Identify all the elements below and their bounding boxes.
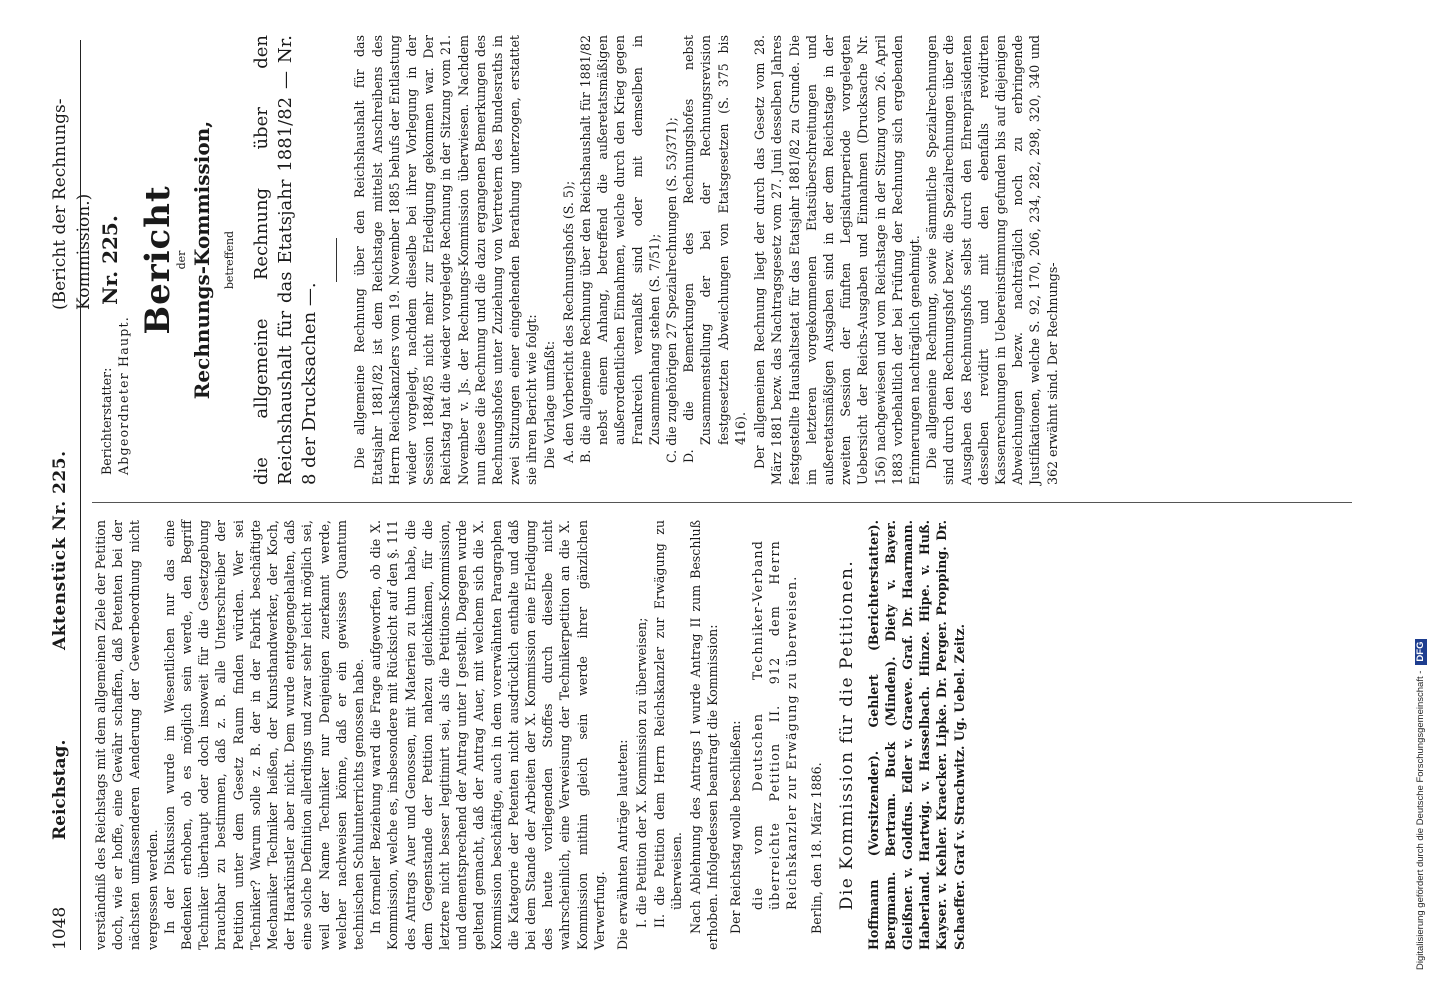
report-title: Bericht — [137, 185, 178, 335]
paragraph: Die Vorlage umfaßt: — [541, 340, 557, 469]
paragraph: Nach Ablehnung des Antrags I wurde Antrag II zum Beschluß erhoben. Infolgedessen beantragt die Kommission: — [687, 520, 721, 950]
commission-name: Rechnungs-Kommission, — [190, 120, 215, 400]
paragraph: Der allgemeinen Rechnung liegt der durch das Gesetz vom 28. März 1881 bezw. das Nachtragsgesetz vom 27. Juni desselben Jahres festgestellte Haushaltsetat für das Etatsjahr 1881/82 zu Grunde. Die im letzteren vorgekommenen Etatsüberschreitungen und außeretatsmäßigen Ausgaben sind in der dem Reichstage in der zweiten Session der fünften Legislaturperiode vorgelegten Uebersicht der Reichs-Ausgaben und Einnahmen (Drucksache Nr. 156) nachgewiesen und vom Reichstage in der Sitzung vom 26. April 1883 vorbehaltlich der bei Prüfung der Rechnung sich ergebenden Erinnerungen nachträglich genehmigt. — [752, 35, 922, 485]
header-right: (Bericht der Rechnungs-Kommission.) — [50, 98, 94, 310]
left-column — [92, 520, 968, 950]
list-item: D. die Bemerkungen des Rechnungshofes nebst Zusammenstellung der bei der Rechnungsrevision festgesetzten Abweichungen von Etatsgesetzen (S. 375 bis 416). — [681, 35, 748, 463]
document-number: Nr. 225. — [98, 215, 123, 305]
date-line: Berlin, den 18. März 1886. — [809, 762, 825, 934]
paragraph: In der Diskussion wurde im Wesentlichen nur das eine Bedenken erhoben, ob es möglich sein werde, den Begriff Techniker überhaupt oder doch insoweit für die Gesetzgebung brauchbar zu bestimmen, daß z. B. alle Unterschreiber der Petition unter dem Gesetz Raum finden würden. Wer sei Techniker? Warum solle z. B. der in der Fabrik beschäftigte Mechaniker Techniker heißen, der Kunsthandwerker, der Koch, der Haarkünstler aber nicht. Dem wurde entgegengehalten, daß eine solche Definition allerdings und zwar sehr leicht möglich sei, weil der Name Techniker nur Denjenigen zuerkannt werde, welcher nachweisen könne, daß er ein gewisses Quantum technischen Schulunterrichts genossen habe. — [161, 520, 367, 950]
paragraph: verständniß des Reichstags mit dem allgemeinen Ziele der Petition doch, wie er hoffe, eine Gewähr schaffen, daß Petenten bei der nächsten umfassenderen Aenderung der Gewerbeordnung nicht vergessen werden. — [93, 520, 160, 950]
contents-list — [560, 35, 749, 463]
resolution: die vom Deutschen Techniker-Verband überreichte Petition II. 912 dem Herrn Reichskanzler zur Erwägung zu überweisen. — [749, 540, 799, 910]
der-word: der — [174, 250, 188, 270]
digitization-banner — [1415, 30, 1427, 970]
banner-text: Digitalisierung gefördert durch die Deutsche Forschungsgemeinschaft - — [1415, 670, 1426, 970]
paragraph: Die allgemeine Rechnung, sowie sämmtliche Spezialrechnungen sind durch den Rechnungshof bezw. die Spezialrechnungen über die Ausgaben des Rechnungshofs selbst durch den Ehrenpräsidenten desselben revidirt und mit den ebenfalls revidirten Kassenrechnungen in Uebereinstimmung gefunden bis auf diejenigen Abweichungen bezw. nachträglich noch zu erbringende Justifikationen, welche S. 92, 170, 206, 234, 282, 298, 320, 340 und 362 erwähnt sind. Der Rechnungs- — [924, 35, 1060, 485]
list-item: B. die allgemeine Rechnung über den Reichshaushalt für 1881/82 nebst einem Anhang, betreffend die außeretatsmäßigen außerordentlichen Einnahmen, welche durch den Krieg gegen Frankreich veranlaßt sind oder mit demselben in Zusammenhang stehen (S. 7/51); — [578, 35, 662, 463]
paragraph: In formeller Beziehung ward die Frage aufgeworfen, ob die X. Kommission, welche es, insbesondere mit Rücksicht auf den §. 111 des Antrags Auer und Genossen, mit Materien zu thun habe, die dem Gegenstande der Petition nahezu gleichkämen, für die letztere nicht besser legitimirt sei, als die Petitions-Kommission, und dementsprechend der Antrag unter I gestellt. Dagegen wurde geltend gemacht, daß der Antrag Auer, mit welchem sich die X. Kommission beschäftige, auch in dem vorerwähnten Paragraphen die Kategorie der Petenten nicht ausdrücklich enthalte und daß bei dem Stande der Arbeiten der X. Kommission eine Erledigung des heute vorliegenden Stoffes durch dieselbe nicht wahrscheinlich, eine Verweisung der Technikerpetition an die X. Kommission mithin gleich sein werde ihrer gänzlichen Verwerfung. — [368, 520, 607, 950]
header-left: Reichstag. — [50, 739, 70, 840]
subject-title: die allgemeine Rechnung über den Reichshaushalt für das Etatsjahr 1881/82 — Nr. 8 der Drucksachen —. — [251, 35, 321, 485]
paragraph: Der Reichstag wolle beschließen: — [728, 720, 744, 934]
reporter-label: Berichterstatter: — [99, 367, 114, 475]
column-divider — [92, 502, 1352, 503]
members-list: Hoffmann (Vorsitzender). Gehlert (Berichterstatter). Bergmann. Bertram. Buck (Minden). Diety v. Bayer. Gleißner. v. Goldfus. Edler v. Graeve. Graf. Dr. Haarmann. Haberland. Hartwig. v. Hasselbach. Hinze. Hipe. v. Huß. Kayser. v. Kehler. Kraecker. Lipke. Dr. Perger. Propping. Dr. Schaeffer. Graf v. Strachwitz. Ug. Uebel. Zeitz. — [865, 520, 967, 950]
header-rule — [80, 40, 81, 950]
betreffend-word: betreffend — [223, 230, 237, 290]
paragraph: Die erwähnten Anträge lauteten: — [615, 739, 631, 950]
dfg-logo: DFG — [1415, 639, 1427, 665]
header-middle: Aktenstück Nr. 225. — [50, 450, 70, 650]
commission-heading: Die Kommission für die Petitionen. — [837, 559, 858, 911]
list-item: II. die Petition dem Herrn Reichskanzler zur Erwägung zu überweisen. — [651, 520, 684, 928]
list-item: C. die zugehörigen 27 Spezialrechnungen (S. 53/371); — [664, 117, 680, 463]
motion-list — [633, 520, 685, 928]
right-column — [92, 35, 1061, 485]
list-item: I. die Petition der X. Kommission zu überweisen; — [634, 617, 650, 928]
running-header — [48, 40, 94, 950]
paragraph: Die allgemeine Rechnung über den Reichshaushalt für das Etatsjahr 1881/82 ist dem Reichstage mittelst Anschreibens des Herrn Reichskanzlers vom 19. November 1885 behufs der Entlastung wieder vorgelegt, nachdem dieselbe bei ihrer Vorlegung in der Session 1884/85 nicht mehr zur Erledigung gekommen war. Der Reichstag hat die wieder vorgelegte Rechnung in der Sitzung vom 21. November v. Js. der Rechnungs-Kommission überwiesen. Nachdem nun diese die Rechnung und die dazu ergangenen Bemerkungen des Rechnungshofes unter Zuziehung von Vertretern des Bundesraths in zwei Sitzungen einer eingehenden Berathung unterzogen, erstattet sie ihren Bericht wie folgt: — [352, 35, 540, 485]
short-rule — [336, 238, 337, 282]
reporter-name: Abgeordneter Haupt. — [116, 316, 132, 475]
list-item: A. den Vorbericht des Rechnungshofs (S. 5); — [560, 180, 576, 463]
page-number: 1048 — [50, 906, 70, 950]
